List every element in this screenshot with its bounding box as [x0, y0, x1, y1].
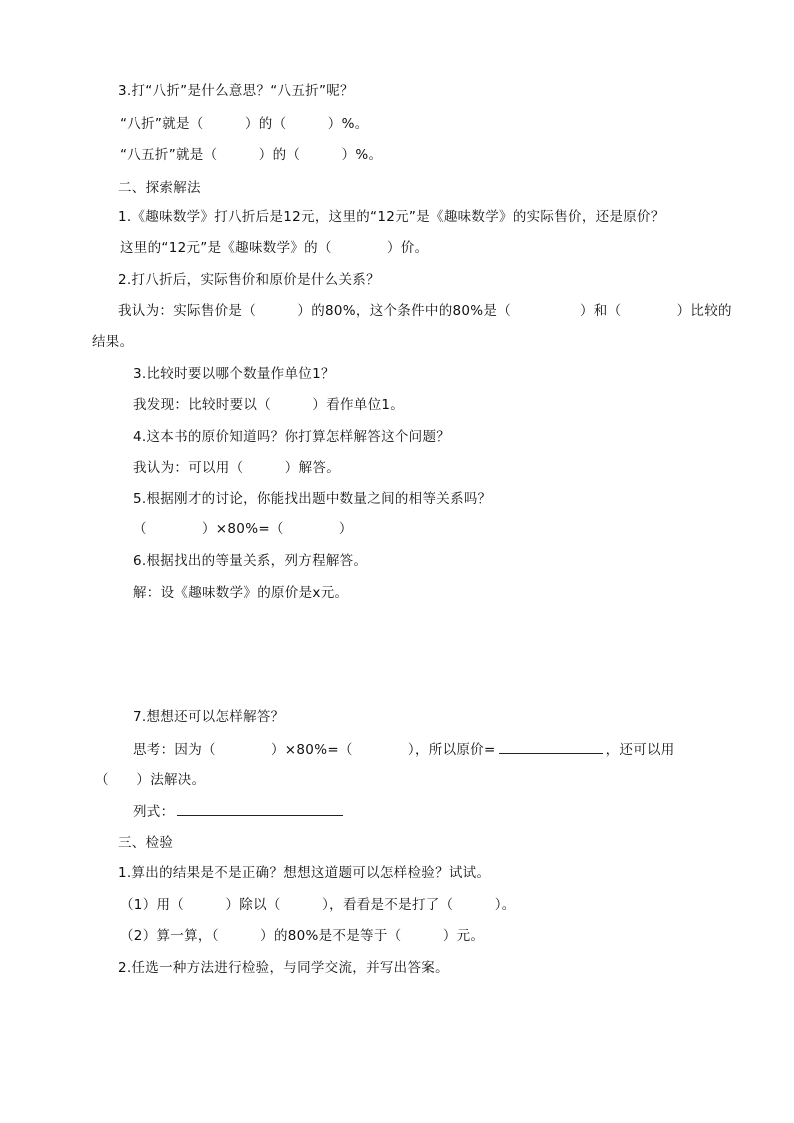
item-3-question: 3.比较时要以哪个数量作单位1？ [133, 366, 335, 382]
item-7-think [133, 739, 675, 760]
check-item-1-question: 1.算出的结果是不是正确？想想这道题可以怎样检验？试试。 [118, 865, 491, 881]
item-6-question: 6.根据找出的等量关系，列方程解答。 [133, 553, 368, 569]
item-7-question: 7.想想还可以怎样解答？ [133, 709, 285, 725]
section-2-heading: 二、探索解法 [118, 180, 201, 196]
item-1-question: 1.《趣味数学》打八折后是12元，这里的“12元”是《趣味数学》的实际售价，还是原价？ [118, 209, 665, 225]
item-6-solution: 解：设《趣味数学》的原价是x元。 [133, 585, 349, 601]
item-4-question: 4.这本书的原价知道吗？你打算怎样解答这个问题？ [133, 429, 451, 445]
item-2-answer-cont: 结果。 [92, 334, 134, 350]
item-2-answer: 我认为：实际售价是（ ）的80%，这个条件中的80%是（ ）和（ ）比较的 [118, 303, 732, 319]
check-item-1-step-1: （1）用（ ）除以（ ），看看是不是打了（ ）。 [120, 897, 516, 913]
formula-blank[interactable] [177, 801, 343, 816]
discount-85-line: “八五折”就是（ ）的（ ）%。 [120, 147, 383, 163]
item-1-answer: 这里的“12元”是《趣味数学》的（ ）价。 [120, 240, 429, 256]
section-3-heading: 三、检验 [118, 835, 174, 851]
item-4-answer: 我认为：可以用（ ）解答。 [133, 460, 340, 476]
item-7-think-tail: ，还可以用 [605, 742, 675, 758]
item-7-method: （ ）法解决。 [95, 772, 206, 788]
item-5-question: 5.根据刚才的讨论，你能找出题中数量之间的相等关系吗？ [133, 491, 492, 507]
item-5-equation: （ ）×80%=（ ） [133, 521, 353, 537]
discount-80-line: “八折”就是（ ）的（ ）%。 [120, 116, 369, 132]
item-2-question: 2.打八折后，实际售价和原价是什么关系？ [118, 272, 380, 288]
question-3-title: 3.打“八折”是什么意思？“八五折”呢？ [118, 83, 354, 99]
formula-label: 列式： [133, 804, 175, 820]
check-item-2-question: 2.任选一种方法进行检验，与同学交流，并写出答案。 [118, 960, 449, 976]
original-price-blank[interactable] [499, 739, 603, 754]
check-item-1-step-2: （2）算一算，（ ）的80%是不是等于（ ）元。 [120, 928, 485, 944]
item-7-think-text: 思考：因为（ ）×80%=（ ），所以原价= [133, 742, 496, 758]
item-3-answer: 我发现：比较时要以（ ）看作单位1。 [133, 397, 405, 413]
item-7-formula [133, 801, 346, 822]
